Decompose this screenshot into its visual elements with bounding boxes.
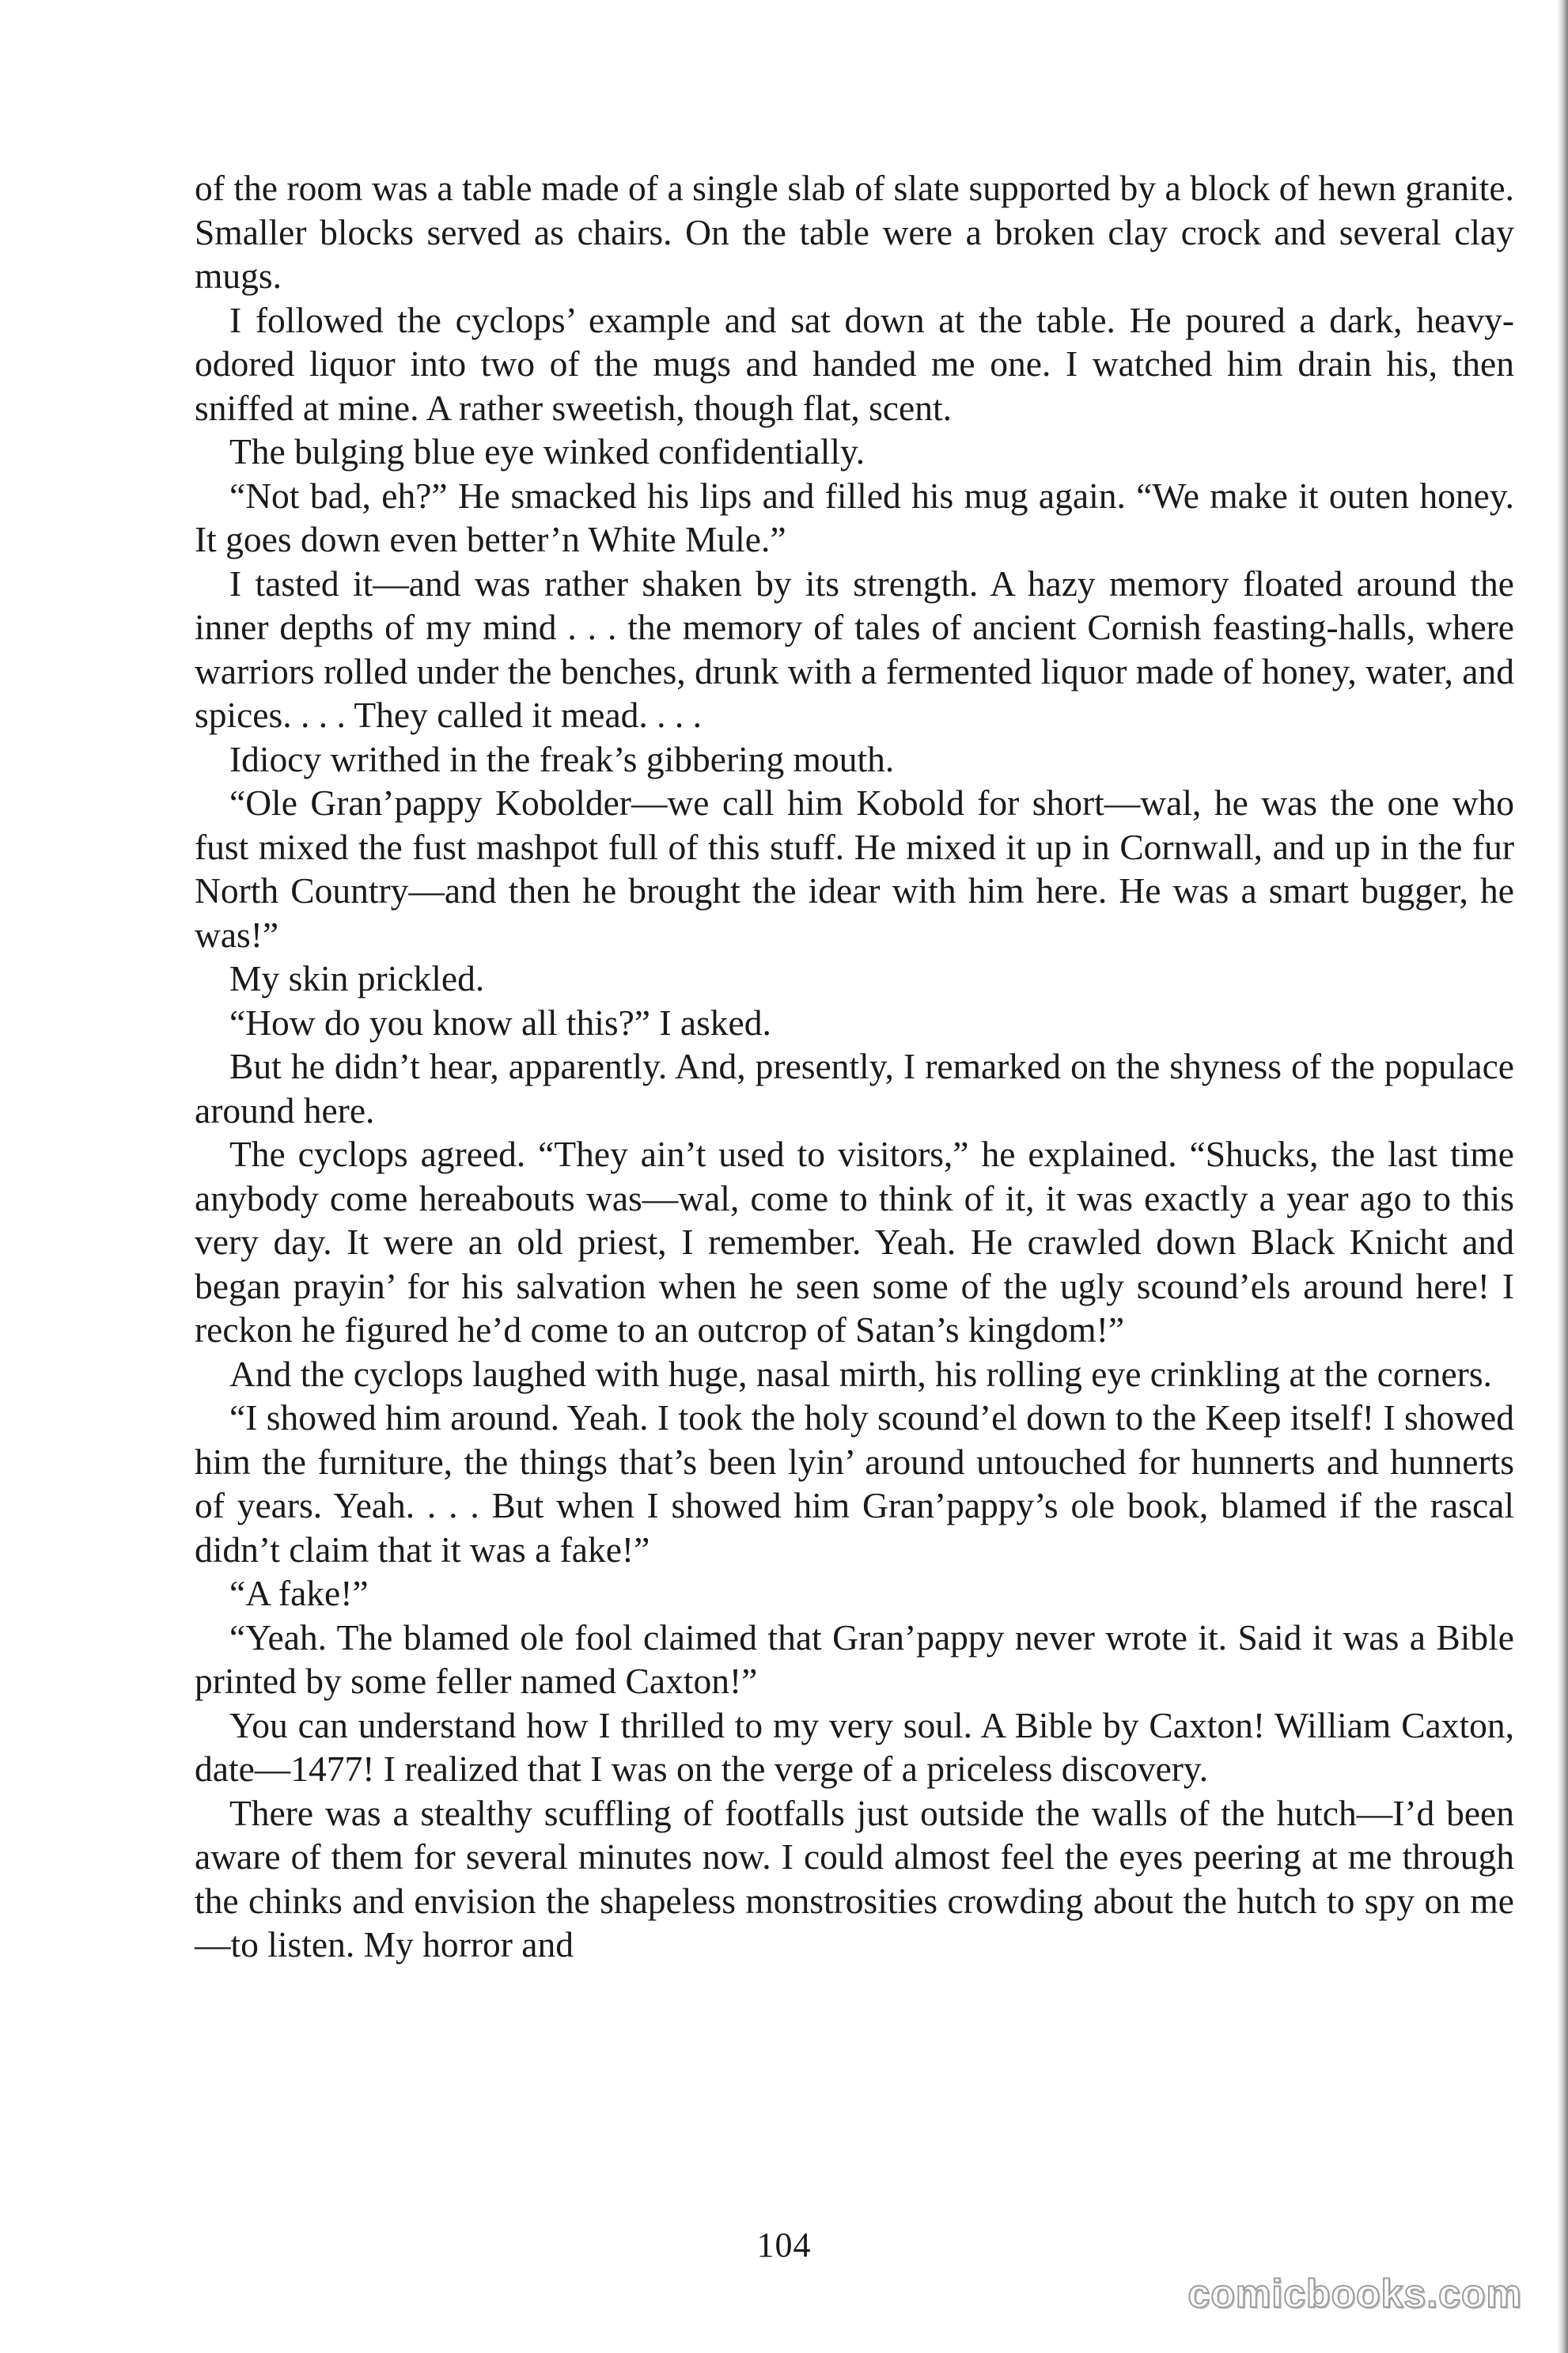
paragraph: I tasted it—and was rather shaken by its strength. A hazy memory floated around the inner depths of my mind . . . the memory of tales of ancient Cornish feasting-halls, where warriors rolled under the benches, drunk with a fermented liquor made of honey, water, and spices. . . . They called it mead. . . . xyxy=(195,563,1514,735)
paragraph: The bulging blue eye winked confidentially. xyxy=(229,431,865,472)
paragraph: Idiocy writhed in the freak’s gibbering mouth. xyxy=(229,738,895,779)
paragraph: But he didn’t hear, apparently. And, presently, I remarked on the shyness of the populace around here. xyxy=(195,1046,1514,1131)
paragraph: My skin prickled. xyxy=(229,958,485,998)
paragraph: “Yeah. The blamed ole fool claimed that Gran’pappy never wrote it. Said it was a Bible printed by some feller named Caxton!” xyxy=(195,1616,1514,1701)
paragraph: I followed the cyclops’ example and sat down at the table. He poured a dark, heavy-odored liquor into two of the mugs and handed me one. I watched him drain his, then sniffed at mine. A rather sweetish, though flat, scent. xyxy=(195,299,1514,428)
page-number: 104 xyxy=(756,2226,812,2264)
paragraph: There was a stealthy scuffling of footfalls just outside the walls of the hutch—I’d been aware of them for several minutes now. I could almost feel the eyes peering at me through the chinks and envision the shapeless monstrosities crowding about the hutch to spy on me—to listen. My horror and xyxy=(195,1792,1514,1965)
paragraph: “Not bad, eh?” He smacked his lips and filled his mug again. “We make it outen honey. It goes down even better’n White Mule.” xyxy=(195,475,1514,559)
watermark-logo: comicbooks.com xyxy=(1187,2272,1522,2316)
paragraph: “How do you know all this?” I asked. xyxy=(229,1002,771,1043)
page-edge-shadow xyxy=(1557,0,1568,2353)
paragraph: You can understand how I thrilled to my very soul. A Bible by Caxton! William Caxton, date—1477! I realized that I was on the verge of a priceless discovery. xyxy=(195,1704,1514,1789)
paragraph: “Ole Gran’pappy Kobolder—we call him Kobold for short—wal, he was the one who fust mixed the fust mashpot full of this stuff. He mixed it up in Cornwall, and up in the fur North Country—and then he brought the idear with him here. He was a smart bugger, he was!” xyxy=(195,782,1514,955)
paragraph-continued: of the room was a table made of a single slab of slate supported by a block of hewn granite. Smaller blocks served as chairs. On the table were a broken clay crock and several clay mugs. xyxy=(195,168,1514,296)
paragraph: “I showed him around. Yeah. I took the holy scound’el down to the Keep itself! I showed him the furniture, the things that’s been lyin’ around untouched for hunnerts and hunnerts of years. Yeah. . . . But when I showed him Gran’pappy’s ole book, blamed if the rascal didn’t claim that it was a fake!” xyxy=(195,1397,1514,1570)
paragraph: The cyclops agreed. “They ain’t used to visitors,” he explained. “Shucks, the last time anybody come hereabouts was—wal, come to think of it, it was exactly a year ago to this very day. It were an old priest, I remember. Yeah. He crawled down Black Knicht and began prayin’ for his salvation when he seen some of the ugly scound’els around here! I reckon he figured he’d come to an outcrop of Satan’s kingdom!” xyxy=(195,1134,1514,1350)
paragraph: And the cyclops laughed with huge, nasal mirth, his rolling eye crinkling at the corners. xyxy=(229,1353,1492,1394)
paragraph: “A fake!” xyxy=(229,1573,369,1613)
body-text xyxy=(195,166,1514,1967)
